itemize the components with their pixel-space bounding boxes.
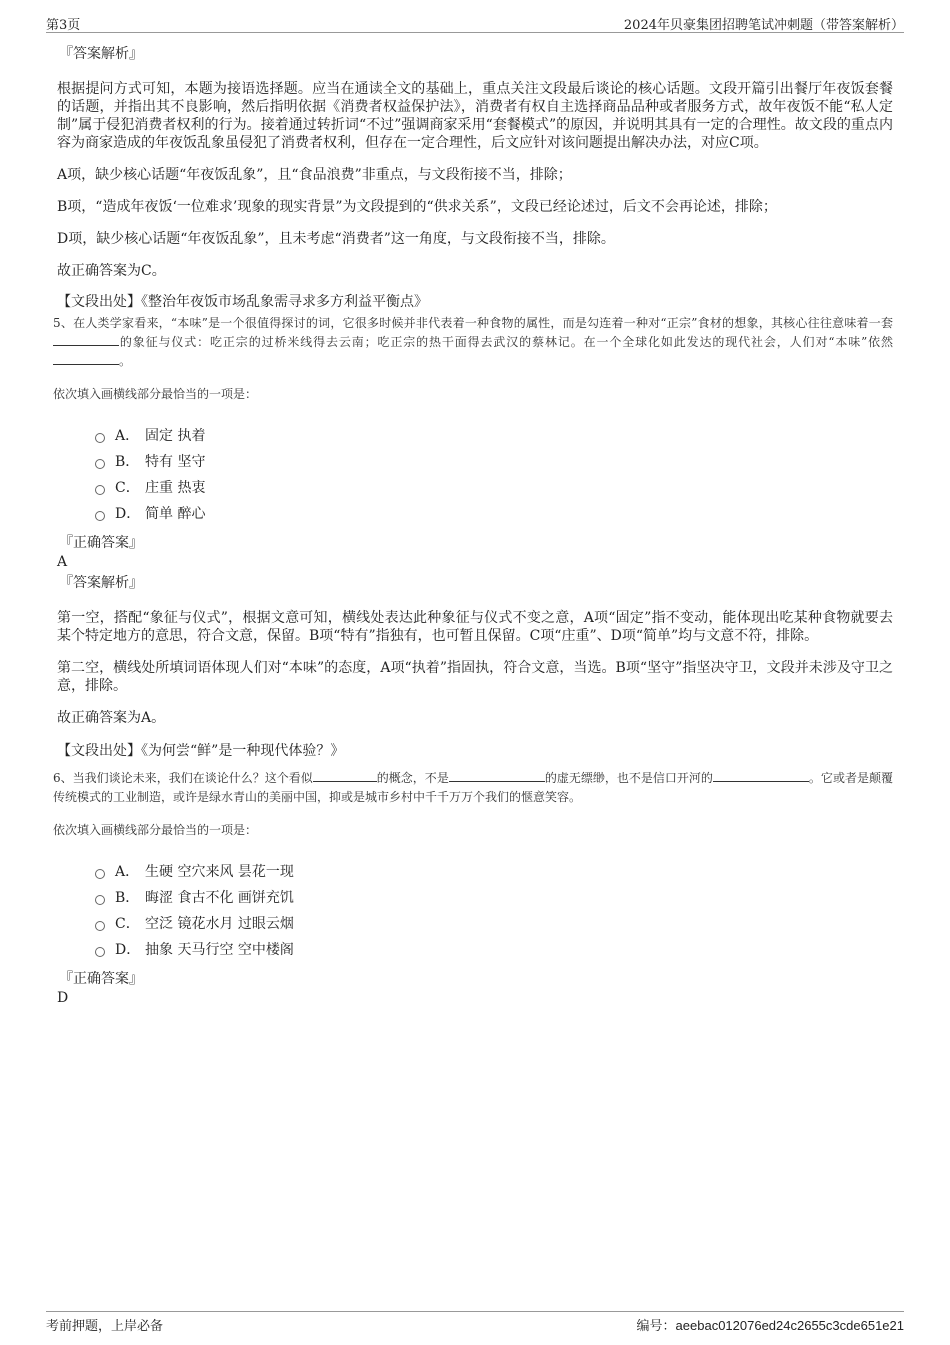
radio-icon[interactable] <box>95 947 105 957</box>
answer-value: A <box>57 554 68 570</box>
answer-block <box>57 533 893 593</box>
question-instruction: 依次填入画横线部分最恰当的一项是： <box>53 823 258 837</box>
question-6 <box>53 769 893 1007</box>
question-5 <box>53 314 893 761</box>
radio-icon[interactable] <box>95 869 105 879</box>
main-content <box>53 44 893 1007</box>
passage-source: 【文段出处】《为何尝“鲜”是一种现代体验？》 <box>57 743 345 759</box>
radio-icon[interactable] <box>95 433 105 443</box>
answer-block <box>57 969 893 1007</box>
page-header <box>46 12 904 33</box>
option-c[interactable]: C． 庄重 热衷 <box>95 475 893 501</box>
analysis-paragraph: A项，缺少核心话题“年夜饭乱象”，且“食品浪费”非重点，与文段衔接不当，排除； <box>57 167 572 183</box>
question-stem: 5、在人类学家看来，“本味”是一个很值得探讨的词，它很多时候并非代表着一种食物的属性，而是勾连着一种对“正宗”食材的想象，其核心往往意味着一套的象征与仪式：吃正宗的过桥米线得去云南；吃正宗的热干面得去武汉的蔡林记。在一个全球化如此发达的现代社会，人们对“本味”依然。 <box>53 316 893 368</box>
fill-blank <box>313 769 377 782</box>
radio-icon[interactable] <box>95 485 105 495</box>
radio-icon[interactable] <box>95 459 105 469</box>
option-d[interactable]: D． 简单 醉心 <box>95 501 893 527</box>
fill-blank <box>53 352 119 365</box>
document-id: 编号：aeebac012076ed24c2655c3cde651e21 <box>636 1318 904 1333</box>
question-instruction: 依次填入画横线部分最恰当的一项是： <box>53 387 258 401</box>
question-stem: 6、当我们谈论未来，我们在谈论什么？这个看似 的概念，不是 的虚无缥缈，也不是信口开河的 。它或者是颠覆传统模式的工业制造，或许是绿水青山的美丽中国，抑或是城市乡村中千千万万个我们的惬意笑容。 <box>53 771 893 804</box>
analysis-paragraph: 第一空，搭配“象征与仪式”，根据文意可知，横线处表达此种象征与仪式不变之意，A项“固定”指不变动，能体现出吃某种食物就要去某个特定地方的意思，符合文意，保留。B项“特有”指独有，也可暂且保留。C项“庄重”、D项“简单”均与文意不符，排除。 <box>57 610 893 644</box>
page-footer <box>46 1311 904 1334</box>
fill-blank <box>53 333 119 346</box>
radio-icon[interactable] <box>95 511 105 521</box>
answer-label: 『正确答案』 <box>59 971 143 987</box>
analysis-label: 『答案解析』 <box>59 46 143 62</box>
option-c[interactable]: C． 空泛 镜花水月 过眼云烟 <box>95 911 893 937</box>
analysis-paragraph: D项，缺少核心话题“年夜饭乱象”，且未考虑“消费者”这一角度，与文段衔接不当，排除。 <box>57 231 615 247</box>
fill-blank <box>713 769 809 782</box>
analysis-paragraph: 第二空，横线处所填词语体现人们对“本味”的态度，A项“执着”指固执，符合文意，当选。B项“坚守”指坚决守卫，文段并未涉及守卫之意，排除。 <box>57 660 893 694</box>
radio-icon[interactable] <box>95 921 105 931</box>
analysis-conclusion: 故正确答案为A。 <box>57 710 166 726</box>
answer-label: 『正确答案』 <box>59 535 143 551</box>
option-b[interactable]: B． 特有 坚守 <box>95 449 893 475</box>
footer-slogan: 考前押题，上岸必备 <box>46 1319 164 1334</box>
passage-source: 【文段出处】《整治年夜饭市场乱象需寻求多方利益平衡点》 <box>57 294 428 310</box>
page-number: 第3页 <box>46 18 81 33</box>
option-d[interactable]: D． 抽象 天马行空 空中楼阁 <box>95 937 893 963</box>
analysis-paragraph: B项，“造成年夜饭‘一位难求’现象的现实背景”为文段提到的“供求关系”，文段已经论述过，后文不会再论述，排除； <box>57 199 777 215</box>
document-title: 2024年贝豪集团招聘笔试冲刺题（带答案解析） <box>623 18 904 33</box>
q4-analysis-section <box>57 44 893 312</box>
option-list <box>95 423 893 527</box>
radio-icon[interactable] <box>95 895 105 905</box>
option-a[interactable]: A． 固定 执着 <box>95 423 893 449</box>
answer-value: D <box>57 990 69 1006</box>
analysis-conclusion: 故正确答案为C。 <box>57 263 166 279</box>
option-a[interactable]: A． 生硬 空穴来风 昙花一现 <box>95 859 893 885</box>
analysis-paragraph: 根据提问方式可知，本题为接语选择题。应当在通读全文的基础上，重点关注文段最后谈论的核心话题。文段开篇引出餐厅年夜饭套餐的话题，并指出其不良影响，然后指明依据《消费者权益保护法》，消费者有权自主选择商品品种或者服务方式，故年夜饭不能“私人定制”属于侵犯消费者权利的行为。接着通过转折词“不过”强调商家采用“套餐模式”的原因，并说明其具有一定的合理性。故文段的重点内容为商家造成的年夜饭乱象虽侵犯了消费者权利，但存在一定合理性，后文应针对该问题提出解决办法，对应C项。 <box>57 81 893 151</box>
option-b[interactable]: B． 晦涩 食古不化 画饼充饥 <box>95 885 893 911</box>
option-list <box>95 859 893 963</box>
analysis-label: 『答案解析』 <box>59 575 143 591</box>
fill-blank <box>449 769 545 782</box>
